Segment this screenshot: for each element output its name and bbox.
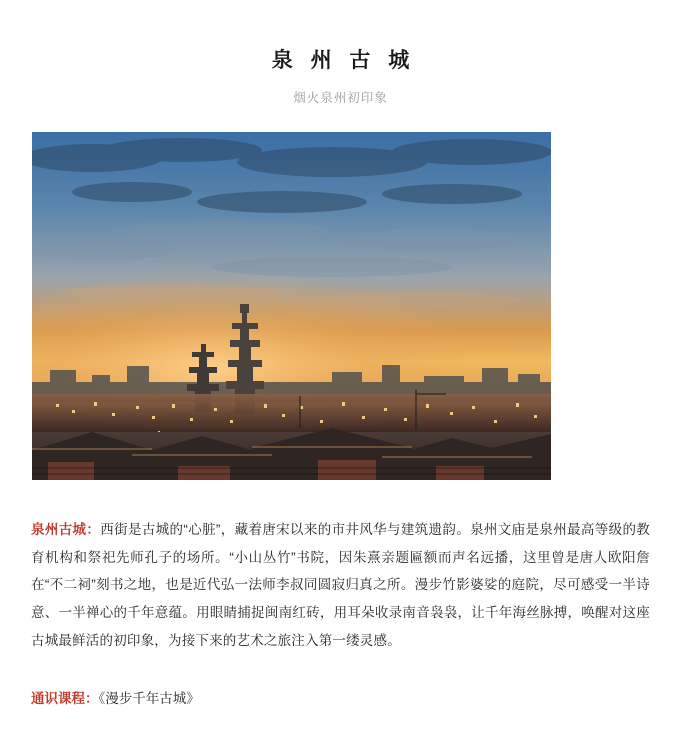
article-body-text: 西街是古城的“心脏”，藏着唐宋以来的市井风华与建筑遗韵。泉州文庙是泉州最高等级的教育机构和祭祀先师孔子的场所。“小山丛竹”书院，因朱熹亲题匾额而声名远播，这里曾是唐人欧阳詹在“不二祠”刻书之地，也是近代弘一法师李叔同圆寂归真之所。漫步竹影婆娑的庭院，尽可感受一半诗意、一半禅心的千年意蕴。用眼睛捕捉闽南红砖，用耳朵收录南音袅袅，让千年海丝脉搏，唤醒对这座古城最鲜活的初印象，为接下来的艺术之旅注入第一缕灵感。 <box>31 522 650 648</box>
course-label: 通识课程： <box>31 691 99 707</box>
course-name: 《漫步千年古城》 <box>98 691 200 707</box>
cityscape-illustration <box>32 132 551 480</box>
article-content <box>0 44 681 712</box>
article-lead-label: 泉州古城： <box>31 522 101 537</box>
course-line <box>31 686 650 712</box>
page-subtitle: 烟火泉州初印象 <box>293 91 388 105</box>
hero-image-container <box>32 132 551 480</box>
hero-image <box>32 132 551 480</box>
article-body <box>31 516 650 654</box>
page-title: 泉 州 古 城 <box>271 49 416 72</box>
